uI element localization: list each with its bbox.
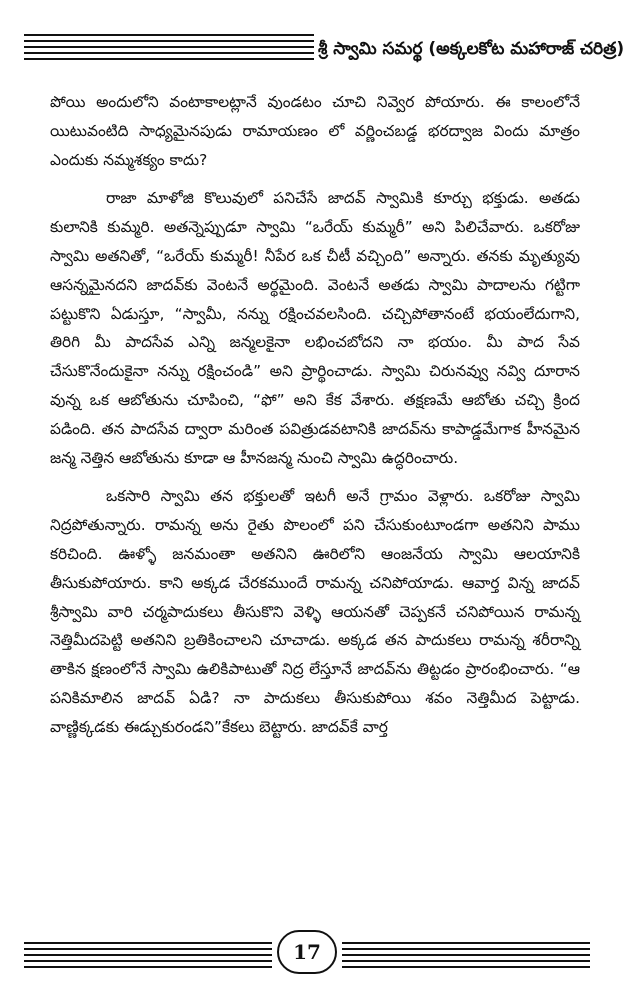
page-header <box>24 30 624 70</box>
paragraph-ramanna-story: ఒకసారి స్వామి తన భక్తులతో ఇటగీ అనే గ్రామం వెళ్లారు. ఒకరోజు స్వామి నిద్రపోతున్నారు. రామన్న అను రైతు పొలంలో పని చేసుకుంటూండగా అతనిని పాము కరిచింది. ఊళ్ళో జనమంతా అతనిని ఊరిలోని ఆంజనేయ స్వామి ఆలయానికి తీసుకుపోయారు. కాని అక్కడ చేరకముందే రామన్న చనిపోయాడు. ఆవార్త విన్న జాదవ్ శ్రీస్వామి వారి చర్మపాదుకలు తీసుకొని వెళ్ళి ఆయనతో చెప్పకనే చనిపోయిన రామన్న నెత్తిమీదపెట్టి అతనిని బ్రతికించాలని చూచాడు. అక్కడ తన పాదుకలు రామన్న శరీరాన్ని తాకిన క్షణంలోనే స్వామి ఉలికిపాటుతో నిద్ర లేస్తూనే జాదవ్‌ను తిట్టడం ప్రారంభించారు. “ఆ పనికిమాలిన జాదవ్ ఏడి? నా పాదుకలు తీసుకుపోయి శవం నెత్తిమీద పెట్టాడు. వాణ్ణిక్కడకు ఈడ్చుకురండని”కేకలు బెట్టారు. జాదవ్‌కే వార్త <box>50 487 580 736</box>
page-footer <box>24 930 590 980</box>
running-title: శ్రీ స్వామి సమర్థ (అక్కలకోట మహారాజ్ చరిత్ర) <box>318 39 624 59</box>
header-rule-lines <box>24 34 314 62</box>
page-body <box>50 88 580 742</box>
page-number: 17 <box>277 930 337 974</box>
paragraph-continued: పోయి అందులోని వంటాకాలట్లానే వుండటం చూచి నివ్వెర పోయారు. ఈ కాలంలోనే యిటువంటిది సాధ్యమైనపుడు రామాయణం లో వర్ణించబడ్డ భరద్వాజ విందు మాత్రం ఎందుకు నమ్మశక్యం కాదు? <box>50 93 580 169</box>
footer-rule-lines-left <box>24 942 272 968</box>
footer-rule-lines-right <box>342 942 590 968</box>
paragraph-jadhav-story: రాజా మాళోజి కొలువులో పనిచేసే జాదవ్ స్వామికి కూర్చు భక్తుడు. అతడు కులానికి కుమ్మరి. అతన్నెప్పుడూ స్వామి “ఒరేయ్ కుమ్మరీ” అని పిలిచేవారు. ఒకరోజు స్వామి అతనితో, “ఒరేయ్ కుమ్మరీ! నీపేర ఒక చీటీ వచ్చింది” అన్నారు. తనకు మృత్యువు ఆసన్నమైనదని జాదవ్‌కు వెంటనే అర్థమైంది. వెంటనే అతడు స్వామి పాదాలను గట్టిగా పట్టుకొని ఏడుస్తూ, “స్వామీ, నన్ను రక్షించవలసింది. చచ్చిపోతానంటే భయంలేదుగాని, తిరిగి మీ పాదసేవ ఎన్ని జన్మలకైనా లభించబోదని నా భయం. మీ పాద సేవ చేసుకొనేందుకైనా నన్ను రక్షించండి” అని ప్రార్థించాడు. స్వామి చిరునవ్వు నవ్వి దూరాన వున్న ఒక ఆబోతును చూపించి, “ఫో” అని కేక వేశారు. తక్షణమే ఆబోతు చచ్చి క్రింద పడింది. తన పాదసేవ ద్వారా మరింత పవిత్రుడవటానికి జాదవ్‌ను కాపాడ్డమేగాక హీనమైన జన్మ నెత్తిన ఆబోతును కూడా ఆ హీనజన్మ నుంచి స్వామి ఉద్ధరించారు. <box>50 189 580 467</box>
